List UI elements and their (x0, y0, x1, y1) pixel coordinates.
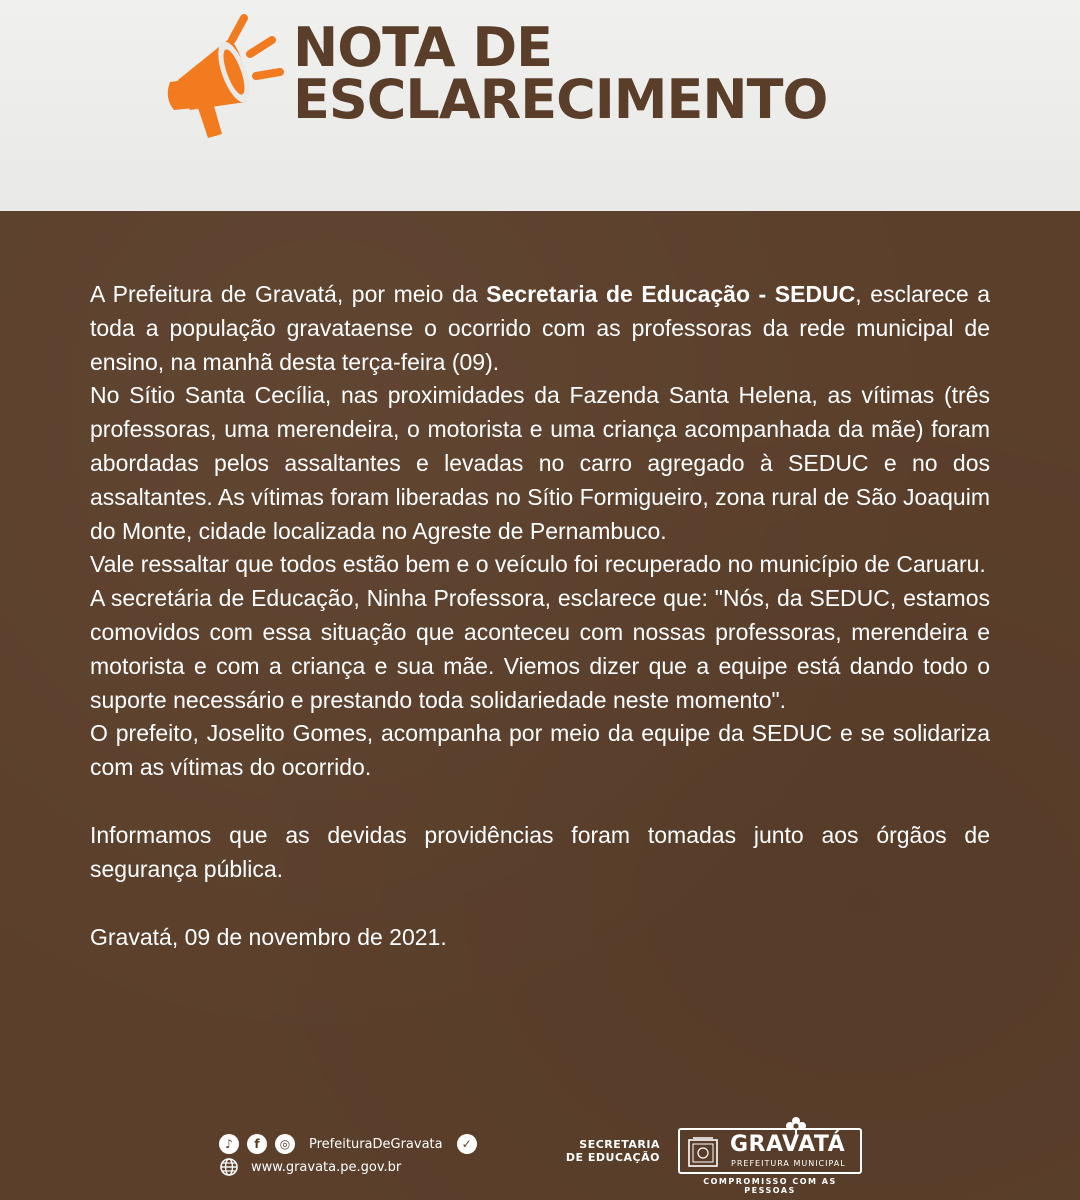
note-body (90, 278, 990, 954)
footer (0, 1120, 1080, 1200)
intro-text-start: A Prefeitura de Gravatá, por meio da (90, 281, 487, 307)
paragraph-quote: A secretária de Educação, Ninha Professora, esclarece que: "Nós, da SEDUC, estamos comovidos com essa situação que aconteceu com nossas professoras, merendeira e motorista e com a criança e sua mãe. Viemos dizer que a equipe está dando todo o suporte necessário e prestando toda solidariedade neste momento". (90, 585, 990, 713)
secretaria-label (560, 1138, 660, 1164)
website-link[interactable] (219, 1157, 401, 1177)
logo-subtitle: PREFEITURA MUNICIPAL (731, 1159, 846, 1168)
globe-icon (219, 1157, 239, 1177)
flower-icon (783, 1114, 809, 1140)
tiktok-icon[interactable]: ♪ (219, 1134, 239, 1154)
crest-icon (685, 1134, 721, 1170)
page-title (293, 16, 828, 131)
title-line-2: ESCLARECIMENTO (293, 68, 828, 131)
gravata-logo (678, 1128, 862, 1174)
paragraph-measures: Informamos que as devidas providências foram tomadas junto aos órgãos de segurança pública. (90, 821, 990, 882)
facebook-icon[interactable]: f (247, 1134, 267, 1154)
instagram-icon[interactable]: ◎ (275, 1134, 295, 1154)
header (0, 0, 1080, 211)
intro-text-end: , esclarece a toda a população gravataense o ocorrido com as professoras da rede municipal de ensino, na manhã desta terça-feira (09). (90, 281, 991, 375)
logo-name: GRAVATÁ (730, 1132, 846, 1157)
verified-icon: ✓ (457, 1134, 477, 1154)
social-handle[interactable]: PrefeituraDeGravata (309, 1136, 443, 1152)
paragraph-mayor: O prefeito, Joselito Gomes, acompanha por meio da equipe da SEDUC e se solidariza com as vítimas do ocorrido. (90, 720, 990, 781)
title-line-1: NOTA DE (293, 16, 553, 79)
website-url[interactable]: www.gravata.pe.gov.br (251, 1159, 402, 1175)
social-links (219, 1134, 477, 1154)
secretaria-line-2: DE EDUCAÇÃO (565, 1151, 660, 1164)
paragraph-date: Gravatá, 09 de novembro de 2021. (90, 923, 447, 950)
paragraph-recovery: Vale ressaltar que todos estão bem e o veículo foi recuperado no município de Caruaru. (90, 551, 986, 578)
paragraph-intro (90, 278, 990, 379)
secretaria-line-1: SECRETARIA (579, 1138, 660, 1151)
slogan: COMPROMISSO COM AS PESSOAS (703, 1177, 837, 1195)
intro-secretaria-bold: Secretaria de Educação - SEDUC (486, 281, 856, 307)
megaphone-icon (160, 10, 285, 140)
paragraph-incident: No Sítio Santa Cecília, nas proximidades da Fazenda Santa Helena, as vítimas (três professoras, uma merendeira, o motorista e uma criança acompanhada da mãe) foram abordadas pelos assaltantes e levadas no carro agregado à SEDUC e no dos assaltantes. As vítimas foram liberadas no Sítio Formigueiro, zona rural de São Joaquim do Monte, cidade localizada no Agreste de Pernambuco. (90, 382, 990, 544)
